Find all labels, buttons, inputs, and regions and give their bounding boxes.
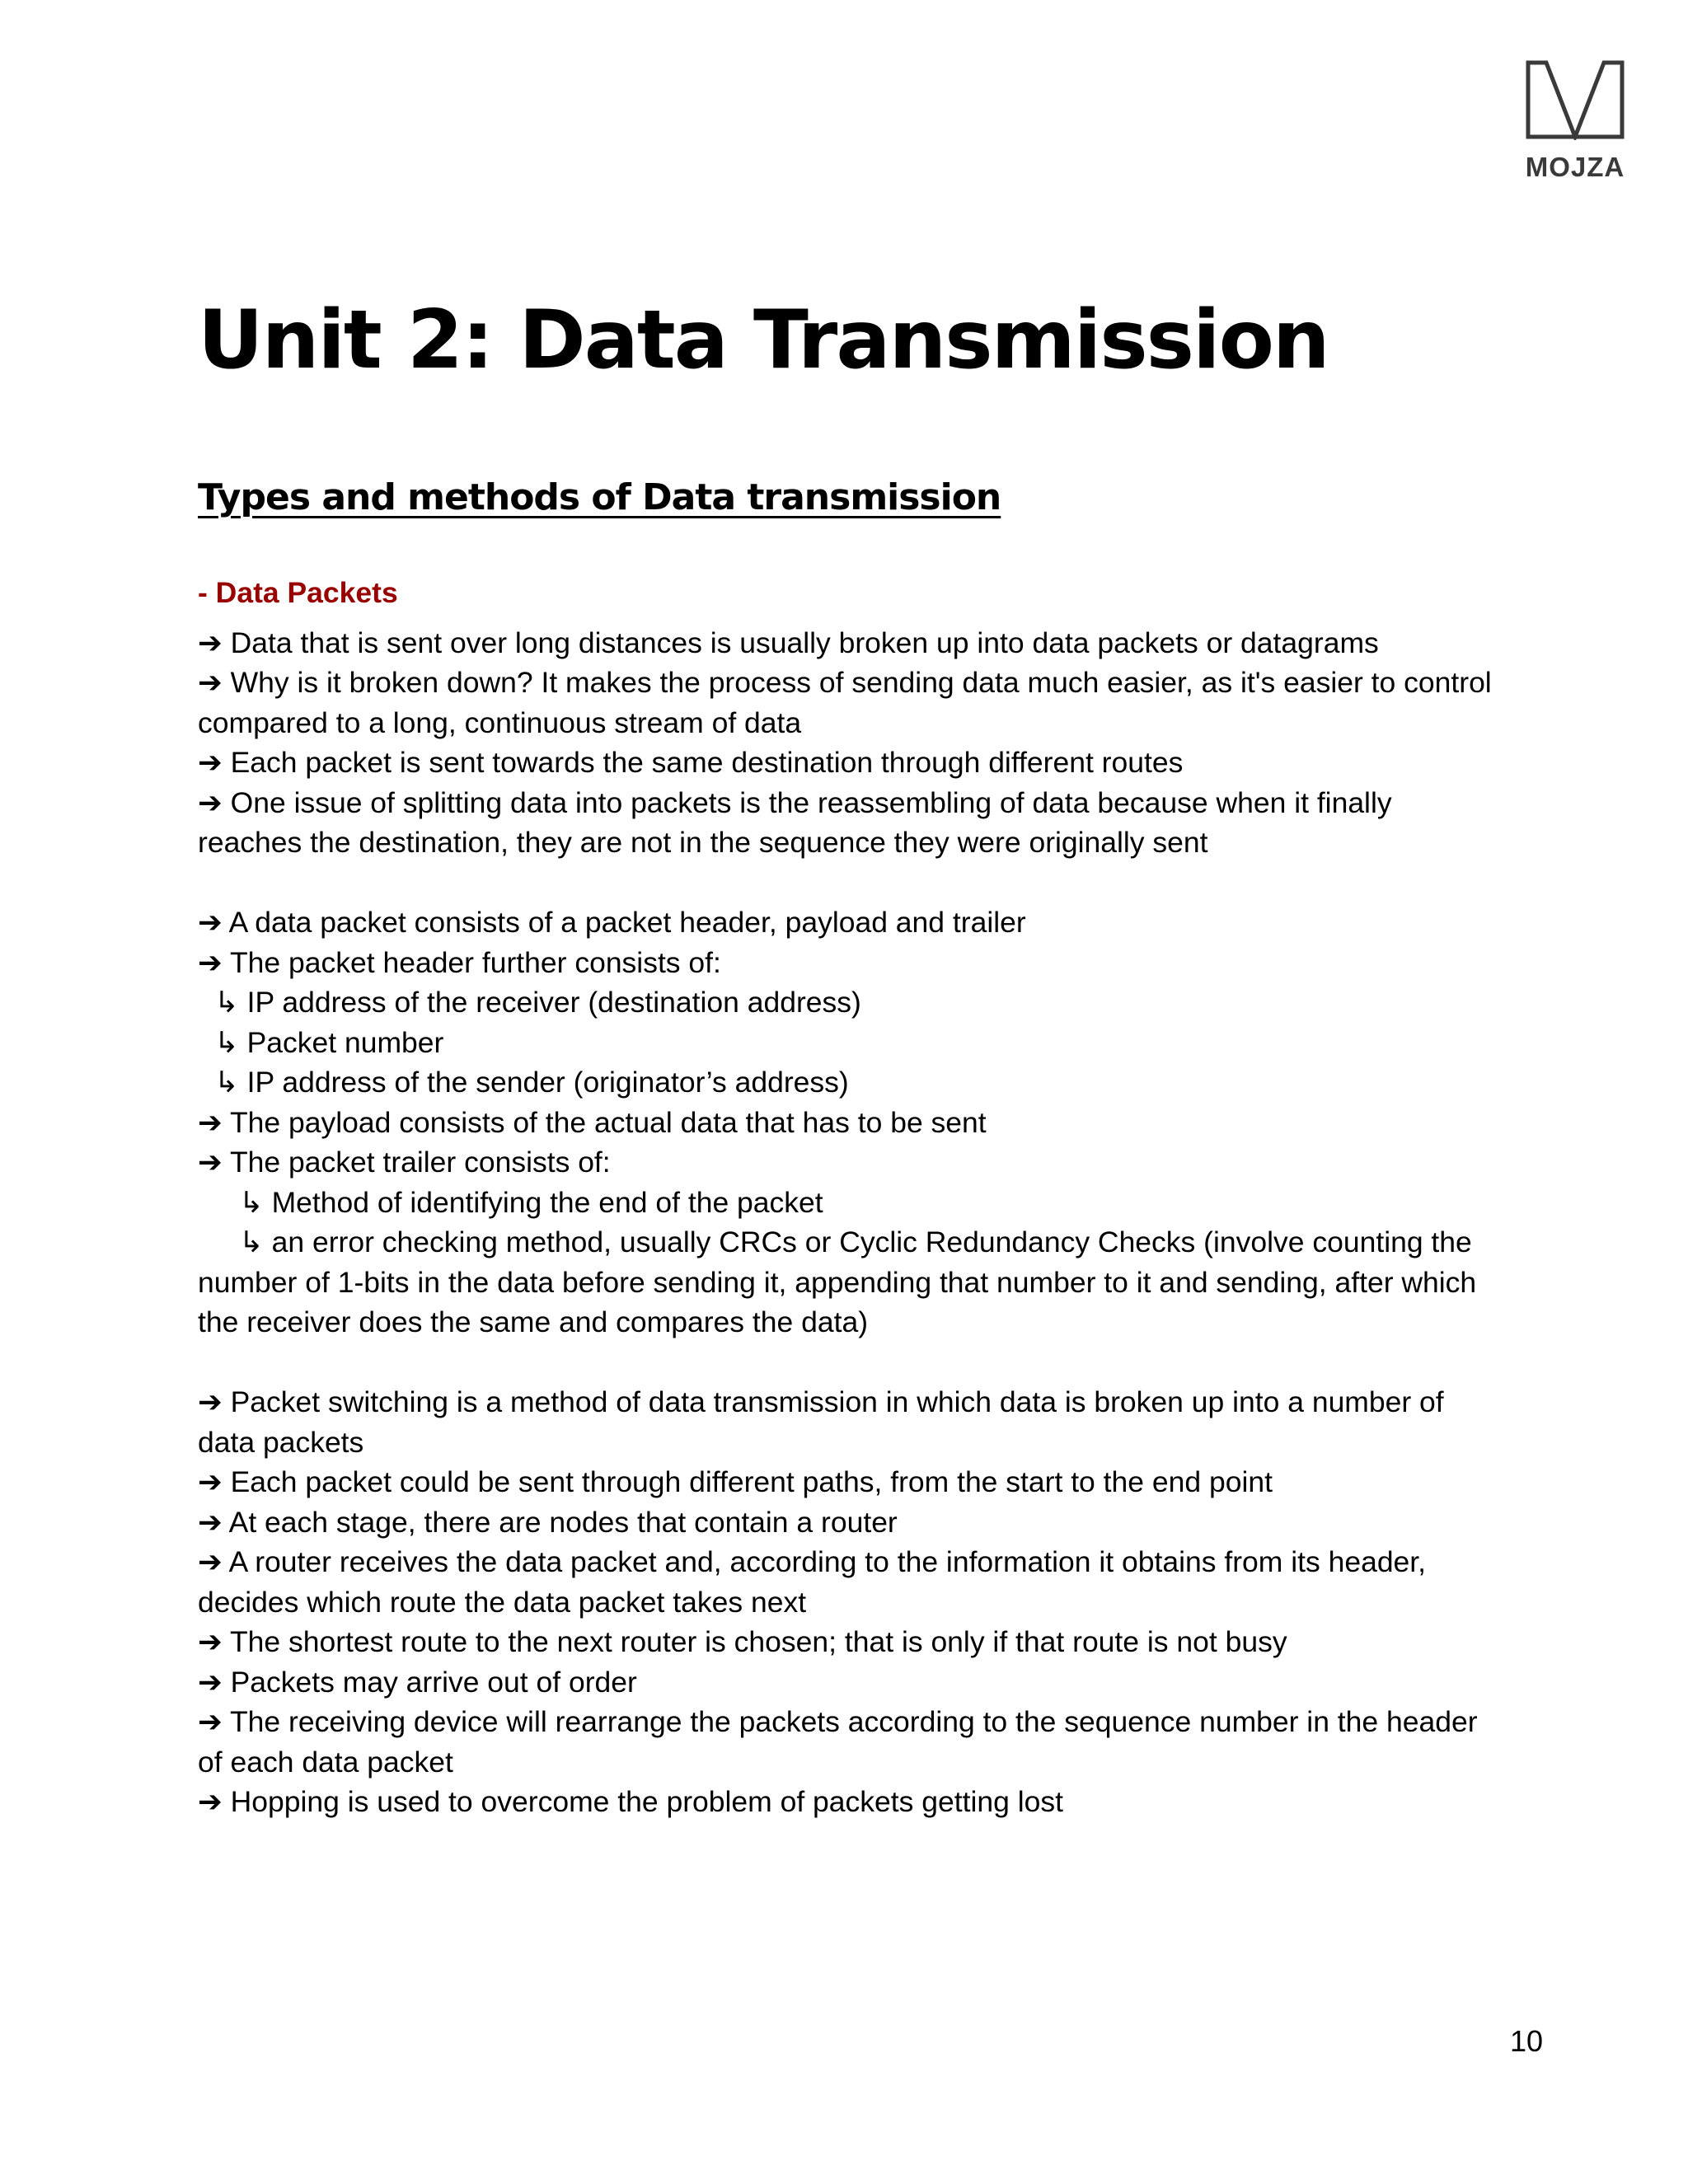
sub-bullet-point: ↳ IP address of the sender (originator’s address) — [214, 1066, 849, 1099]
bullet-point: ➔ The shortest route to the next router is chosen; that is only if that route is not busy — [198, 1625, 1287, 1658]
sub-bullet-text: ↳ an error checking method, usually CRCs or Cyclic Redundancy Checks (involve counting the number of 1-bits in the data before sending it, appending that number to it and sending, after which the receiver does the same and compares the data) — [198, 1226, 1477, 1338]
bullet-point: ➔ Each packet is sent towards the same destination through different routes — [198, 746, 1184, 779]
bullet-point: ➔ The packet trailer consists of: — [198, 1146, 611, 1179]
topic-label: - Data Packets — [198, 576, 398, 609]
spacer — [198, 1343, 1500, 1383]
bullet-point: ➔ At each stage, there are nodes that contain a router — [198, 1505, 898, 1539]
page-number: 10 — [1509, 2024, 1543, 2058]
spacer — [198, 863, 1500, 903]
sub-bullet-point: ↳ Packet number — [214, 1025, 444, 1059]
bullet-point: ➔ Data that is sent over long distances is usually broken up into data packets or datagrams — [198, 626, 1379, 659]
bullet-point: ➔ One issue of splitting data into packets is the reassembling of data because when it finally reaches the destination, they are not in the sequence they were originally sent — [198, 785, 1392, 859]
sub-bullet-point: ↳ Method of identifying the end of the packet — [239, 1185, 823, 1219]
bullet-point: ➔ Hopping is used to overcome the problem of packets getting lost — [198, 1785, 1063, 1818]
bullet-point: ➔ Each packet could be sent through different paths, from the start to the end point — [198, 1465, 1273, 1498]
logo-text: MOJZA — [1525, 152, 1625, 182]
mojza-logo — [1513, 59, 1637, 183]
page-title: Unit 2: Data Transmission — [198, 293, 1329, 387]
bullet-point: ➔ Packet switching is a method of data transmission in which data is broken up into a number of data packets — [198, 1385, 1444, 1459]
notes-content — [198, 573, 1500, 1822]
sub-bullet-point: ↳ IP address of the receiver (destination address) — [214, 986, 861, 1019]
bullet-point: ➔ The packet header further consists of: — [198, 945, 721, 979]
bullet-point: ➔ Packets may arrive out of order — [198, 1665, 637, 1699]
bullet-point: ➔ A router receives the data packet and, according to the information it obtains from its header, decides which route the data packet takes next — [198, 1545, 1427, 1619]
bullet-point: ➔ Why is it broken down? It makes the process of sending data much easier, as it's easier to control compared to a long, continuous stream of data — [198, 666, 1492, 739]
bullet-point: ➔ The payload consists of the actual data that has to be sent — [198, 1105, 987, 1139]
section-heading: Types and methods of Data transmission — [198, 476, 1001, 518]
mojza-logo-icon — [1525, 59, 1625, 140]
bullet-point: ➔ A data packet consists of a packet header, payload and trailer — [198, 906, 1026, 939]
bullet-point: ➔ The receiving device will rearrange the packets according to the sequence number in the header of each data packet — [198, 1705, 1478, 1779]
sub-bullet-point-wrapped — [198, 1222, 1500, 1343]
